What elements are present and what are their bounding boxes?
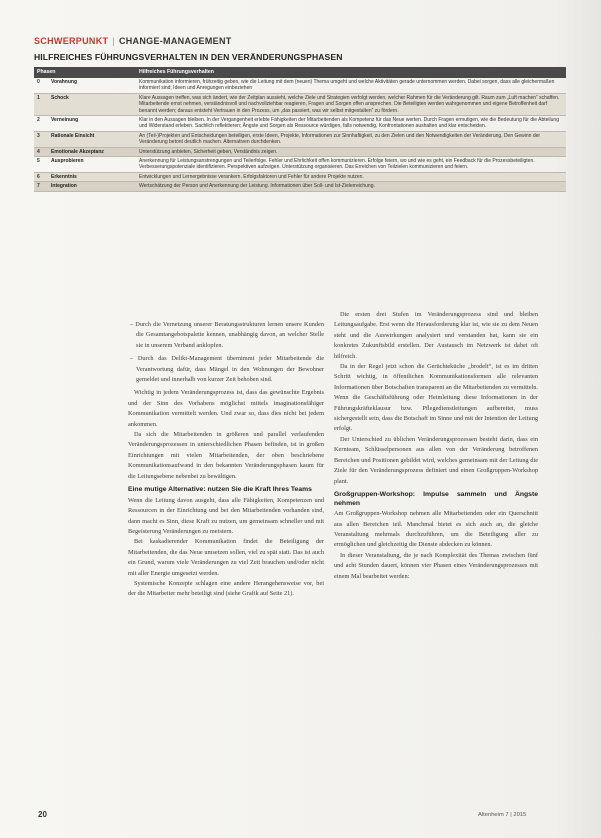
row-number: 3 bbox=[34, 131, 48, 147]
row-phase: Ausprobieren bbox=[48, 157, 136, 173]
bullet-paragraph: – Durch die Vernetzung unserer Beratungsstrukturen lernen unsere Kunden die Gesamtangebotspalette kennen, unabhängig davon, an welcher Stelle sie in unserem Verband anklopfen. bbox=[130, 321, 324, 349]
table-header-phase: Phasen bbox=[34, 67, 136, 78]
body-paragraph: Wenn die Leitung davon ausgeht, dass alle Fähigkeiten, Kompetenzen und Ressourcen in der Einrichtung und bei den Mitarbeitenden vorhanden sind, dann macht es Sinn, diese Kraft zu nutzen, um gemeinsam schneller und mit Begeisterung Veränderungen zu meistern. bbox=[128, 496, 324, 535]
phase-table bbox=[34, 67, 566, 192]
body-paragraph: Systemische Konzepte schlagen eine andere Herangehensweise vor, bei der die Mitarbeiter mehr beteiligt sind (siehe Grafik auf Seite 21). bbox=[128, 579, 324, 598]
table-row bbox=[34, 182, 566, 191]
row-number: 2 bbox=[34, 116, 48, 132]
table-row bbox=[34, 116, 566, 132]
table-row bbox=[34, 172, 566, 181]
table-header-behavior: Hilfreiches Führungsverhalten bbox=[136, 67, 566, 78]
subheading: Eine mutige Alternative: nutzen Sie die Kraft Ihres Teams bbox=[128, 486, 312, 494]
body-paragraph: Am Großgruppen-Workshop nehmen alle Mitarbeitenden oder ein Querschnitt aus allen Bereichen teil. Manchmal bietet es sich auch an, die gleiche Veranstaltung mehrmals durchzuführen, um die Beteiligung aller zu ermöglichen und gleichzeitig die Dienste abdecken zu können. bbox=[334, 510, 538, 549]
body-paragraph: Der Unterschied zu üblichen Veränderungsprozessen besteht darin, dass ein Kernteam, Schlüsselpersonen aus allen von der Veränderung betroffenen Bereichen und Positionen gebildet wird, welches gemeinsam mit der Leitung die Ziele für den Veränderungsprozess definiert und einen Großgruppen-Workshop plant. bbox=[334, 435, 538, 485]
subheading: Großgruppen-Workshop: Impulse sammeln und Ängste nehmen bbox=[334, 490, 538, 507]
left-text-column bbox=[128, 320, 324, 600]
row-number: 0 bbox=[34, 78, 48, 93]
right-text-column bbox=[334, 310, 538, 582]
row-phase: Emotionale Akzeptanz bbox=[48, 147, 136, 156]
row-number: 7 bbox=[34, 182, 48, 191]
row-phase: Integration bbox=[48, 182, 136, 191]
row-phase: Vorahnung bbox=[48, 78, 136, 93]
row-number: 6 bbox=[34, 172, 48, 181]
row-phase: Schock bbox=[48, 93, 136, 115]
bullet-text: Durch die Vernetzung unserer Beratungsstrukturen lernen unsere Kunden die Gesamtangebotspalette kennen, unabhängig davon, an welcher Stelle sie in unserem Verband anklopfen. bbox=[135, 321, 324, 349]
row-text: Klare Aussagen treffen, was sich ändert, wie der Zeitplan aussieht, welche Ziele und Strategien verfolgt werden, welcher Rahmen für die Veränderung gilt. Raum zum „Luft machen“ schaffen. Mitarbeitende ernst nehmen, verständnisvoll und nachvollziehbar reagieren, Fragen und Sorgen offen ansprechen. Die Beteiligten werden wahrgenommen und eigene Betroffenheit darf benannt werden; daraus entsteht Vertrauen in den Prozess, um „das passiert, was wir selbst mitgestalten“ zu fördern. bbox=[136, 93, 566, 115]
section-keyword: SCHWERPUNKT bbox=[34, 36, 109, 46]
body-paragraph: Wichtig in jedem Veränderungsprozess ist, dass das gewünschte Ergebnis und der Sinn des Vorhabens möglichst mittels imaginationsfähiger Kommunikation vermittelt werden. Und zwar so, dass dies nicht bei jedem ankommen. bbox=[128, 389, 324, 428]
row-phase: Verneinung bbox=[48, 116, 136, 132]
bullet-text: Durch das Delikt-Management übernimmt jeder Mitarbeitende die Verantwortung dafür, dass Mängel in den Wohnungen der Bewohner gemeldet und innerhalb von kurzer Zeit behoben sind. bbox=[136, 355, 324, 384]
row-text: Kommunikation informieren, frühzeitig geben, wie die Leitung mit dem (neuen) Thema umgeht und welche Aktivitäten gerade unternommen werden. Dabei sorgen, dass alle gleichermaßen informiert sind; Ideen und Anregungen einbeziehen bbox=[136, 78, 566, 93]
row-text: An (Teil-)Projekten und Entscheidungen beteiligen, erste Ideen, Projekte, Informationen zur Sinnhaftigkeit, zu den Zielen und den Notwendigkeiten der Veränderung. Den Gewinn der Veränderung betont deutlich machen. Alternativen durchdenken. bbox=[136, 131, 566, 147]
row-text: Anerkennung für Leistungsanstrengungen und Teilerfolge. Fehler und Ehrlichkeit offen kommunizieren. Erfolge feiern, wo und wie es geht, ein Feedback für die Prozessbeteiligten. Verbesserungspotenziale identifizieren. Perspektiven aufzeigen. Unterstützung organisieren. Das Erreichen von Teilzielen kommunizieren und feiern. bbox=[136, 157, 566, 173]
table-header-row bbox=[34, 67, 566, 78]
row-text: Wertschätzung der Person und Anerkennung der Leistung. Informationen über Soll- und Ist-Zielerreichung. bbox=[136, 182, 566, 191]
row-text: Unterstützung anbieten, Sicherheit geben, Verständnis zeigen. bbox=[136, 147, 566, 156]
table-title: HILFREICHES FÜHRUNGSVERHALTEN IN DEN VERÄNDERUNGSPHASEN bbox=[34, 52, 343, 62]
section-separator: | bbox=[112, 36, 115, 46]
row-text: Entwicklungen und Lernergebnisse verankern. Erfolgsfaktoren und Fehler für andere Projekte nutzen. bbox=[136, 172, 566, 181]
section-topic: CHANGE-MANAGEMENT bbox=[118, 36, 232, 46]
table-row bbox=[34, 131, 566, 147]
row-phase: Rationale Einsicht bbox=[48, 131, 136, 147]
section-header bbox=[34, 36, 232, 46]
table-row bbox=[34, 147, 566, 156]
row-number: 4 bbox=[34, 147, 48, 156]
row-phase: Erkenntnis bbox=[48, 172, 136, 181]
row-number: 5 bbox=[34, 157, 48, 173]
page-number: 20 bbox=[38, 810, 47, 819]
bullet-paragraph: – Durch das Delikt-Management übernimmt jeder Mitarbeitende die Verantwortung dafür, dass Mängel in den Wohnungen der Bewohner gemeldet und innerhalb von kurzer Zeit behoben sind. bbox=[130, 355, 324, 384]
body-paragraph: Bei kaskadierender Kommunikation findet die Beteiligung der Mitarbeitenden, die das Neue umsetzen sollen, viel zu spät statt. Das ist auch ein Grund, warum viele Veränderungen zu viel Zeit brauchen und/oder nicht mit aller Energie umgesetzt werden. bbox=[128, 538, 324, 577]
publication-footer: Altenheim 7 | 2015 bbox=[478, 812, 527, 818]
body-paragraph: Da in der Regel jetzt schon die Gerüchteküche „brodelt“, ist es im dritten Schritt wichtig, in öffentlichen Kommunikationsformen alle relevanten Informationen über Botschaften transparent an die Mitarbeitenden zu vermitteln. Wenn die Geschäftsführung oder Heimleitung diese Informationen in der Führungskräfteklausur bzw. Pflegedienstleitungen aufbereitet, muss sichergestellt sein, dass die Botschaft im Sinne und mit der Intention der Leitung erfolgt. bbox=[334, 363, 538, 433]
table-row bbox=[34, 157, 566, 173]
body-paragraph: Die ersten drei Stufen im Veränderungsprozess sind und bleiben Leitungsaufgabe. Erst wenn die Herausforderung klar ist, wie sie zu dem Neuen steht und die Auswirkungen analysiert und verstanden hat, kann sie ein konkretes Zukunftsbild erstellen. Der Austausch im Netzwerk ist dabei oft hilfreich. bbox=[334, 311, 538, 360]
body-paragraph: In dieser Veranstaltung, die je nach Komplexität des Themas zwischen fünf und acht Stunden dauert, können vier Phasen eines Veränderungsprozesses mit einem Mal bearbeitet werden: bbox=[334, 551, 538, 580]
row-number: 1 bbox=[34, 93, 48, 115]
table-row bbox=[34, 78, 566, 93]
table-row bbox=[34, 93, 566, 115]
body-paragraph: Da sich die Mitarbeitenden in größeren und parallel verlaufenden Veränderungsprozessen in unterschiedlichen Phasen befinden, ist in großen Einrichtungen mit vielen Mitarbeitenden, der oben beschriebene Kommunikationsaufwand in den bekannten Veränderungsphasen kaum für die Leitungsebene nebenbei zu bewältigen. bbox=[128, 431, 324, 480]
row-text: Klar in den Aussagen bleiben. In der Vergangenheit erlebte Fähigkeiten der Mitarbeitenden als Kompetenz für das Neue werten. Durch Fragen ermutigen, wie die Bedeutung für die Abteilung und Widerstand erleben. Sachlich reflektieren; Ängste und Sorgen als Ressource würdigen, falls notwendig, Konfrontationen aushalten und klar entscheiden. bbox=[136, 116, 566, 132]
